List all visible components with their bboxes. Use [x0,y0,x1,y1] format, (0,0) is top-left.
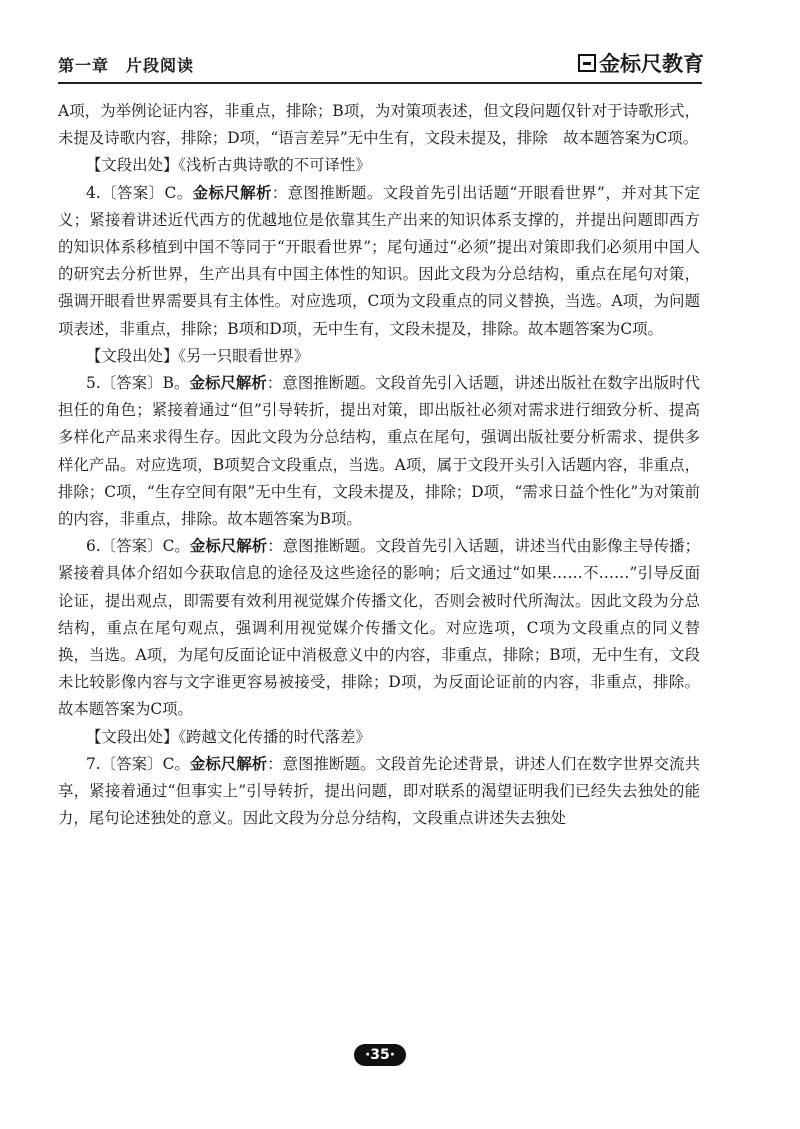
analysis-text: ：意图推断题。文段首先引入话题，讲述出版社在数字出版时代担任的角色；紧接着通过“但”引导转折，提出对策，即出版社必须对需求进行细致分析、提高多样化产品来求得生存。因此文段为分总结构，重点在尾句，强调出版社要分析需求、提供多样化产品。对应选项，B项契合文段重点，当选。A项，属于文段开头引入话题内容，非重点，排除；C项，“生存空间有限”无中生有，文段未提及，排除；D项，“需求日益个性化”为对策前的内容，非重点，排除。故本题答案为B项。 [58,374,700,529]
source-citation: 【文段出处】《浅析古典诗歌的不可译性》 [86,156,371,175]
source-citation: 【文段出处】《跨越文化传播的时代落差》 [86,727,371,746]
analysis-keyword: 金标尺解析 [189,374,267,393]
source-citation: 【文段出处】《另一只眼看世界》 [86,346,310,365]
answer-label: 6.〔答案〕C。 [86,537,190,556]
answer-explanations [58,98,700,832]
answer-5 [58,370,700,533]
paragraph-option-analysis: A项，为举例论证内容，非重点，排除；B项，为对策项表述，但文段问题仅针对于诗歌形式，未提及诗歌内容，排除；D项，“语言差异”无中生有，文段未提及，排除 故本题答案为C项。 [58,102,700,148]
analysis-keyword: 金标尺解析 [189,537,268,556]
answer-4 [58,180,700,343]
publisher-logo [578,48,704,78]
answer-label: 7.〔答案〕C。 [86,754,190,773]
logo-icon [578,54,596,72]
analysis-text: ：意图推断题。文段首先引出话题“开眼看世界”，并对其下定义；紧接着讲述近代西方的优越地位是依靠其生产出来的知识体系支撑的，并提出问题即西方的知识体系移植到中国不等同于“开眼看世界”；尾句通过“必须”提出对策即我们必须用中国人的研究去分析世界，生产出具有中国主体性的知识。因此文段为分总结构，重点在尾句对策，强调开眼看世界需要具有主体性。对应选项，C项为文段重点的同义替换，当选。A项，为问题项表述，非重点，排除；B项和D项，无中生有，文段未提及，排除。故本题答案为C项。 [58,183,700,338]
analysis-text: ：意图推断题。文段首先引入话题，讲述当代由影像主导传播；紧接着具体介绍如今获取信息的途径及这些途径的影响；后文通过“如果……不……”引导反面论证，提出观点，即需要有效利用视觉媒介传播文化，否则会被时代所淘汰。因此文段为分总结构，重点在尾句观点，强调利用视觉媒介传播文化。对应选项，C项为文段重点的同义替换，当选。A项，为尾句反面论证中消极意义中的内容，非重点，排除；B项，无中生有，文段未比较影像内容与文字谁更容易被接受，排除；D项，为反面论证前的内容，非重点，排除。故本题答案为C项。 [58,537,700,719]
answer-6 [58,533,700,723]
logo-text: 金标尺教育 [599,52,704,76]
chapter-title: 第一章 片段阅读 [58,56,195,75]
answer-7 [58,751,700,833]
page-header [58,50,702,84]
analysis-keyword: 金标尺解析 [189,754,268,773]
answer-label: 5.〔答案〕B。 [86,374,190,393]
analysis-keyword: 金标尺解析 [192,183,272,202]
analysis-text: ：意图推断题。文段首先论述背景，讲述人们在数字世界交流共享，紧接着通过“但事实上”引导转折，提出问题，即对联系的渴望证明我们已经失去独处的能力，尾句论述独处的意义。因此文段为分总分结构，文段重点讲述失去独处 [58,754,700,828]
answer-label: 4.〔答案〕C。 [86,183,193,202]
page-number: ·35· [354,1044,406,1066]
